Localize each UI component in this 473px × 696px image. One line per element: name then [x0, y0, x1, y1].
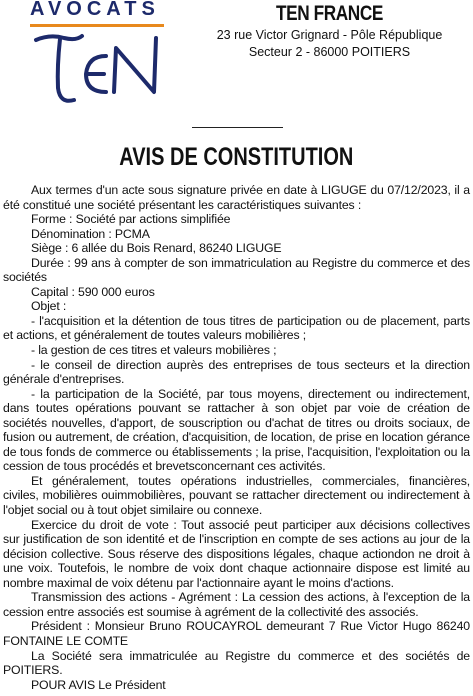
firm-address-line1: 23 rue Victor Grignard - Pôle République: [216, 28, 443, 42]
paragraph-intro: Aux termes d'un acte sous signature privée en date à LIGUGE du 07/12/2023, il a été constitué une société présentant les caractéristiques suivantes :: [3, 183, 470, 212]
paragraph-capital: Capital : 590 000 euros: [31, 284, 155, 299]
paragraph-objet-item-2: - la gestion de ces titres et valeurs mobilières ;: [31, 343, 277, 358]
firm-name: TEN FRANCE: [276, 2, 383, 25]
paragraph-generalement: Et généralement, toutes opérations industrielles, commerciales, financières, civiles, mobilières ouimmobilières, pouvant se rattacher directement ou indirectement à l'objet social ou à tout objet similaire ou connexe.: [3, 473, 470, 518]
paragraph-objet: Objet :: [31, 299, 67, 314]
notice-title: [0, 143, 473, 172]
paragraph-forme: Forme : Société par actions simplifiée: [31, 212, 231, 227]
avocats-ten-logo: [30, 0, 170, 112]
paragraph-droit-de-vote: Exercice du droit de vote : Tout associé peut participer aux décisions collectives sur justification de son identité et de l'inscription en compte de ses actions au jour de la décision collective. Sous réserve des dispositions légales, chaque actiondon ne droit à une voix. Toutefois, le nombre de voix dont chaque actionnaire dispose est limité au nombre maximal de voix détenu par l'actionnaire ayant le moins d'actions.: [3, 517, 470, 590]
paragraph-president: Président : Monsieur Bruno ROUCAYROL demeurant 7 Rue Victor Hugo 86240 FONTAINE LE COMTE: [3, 619, 470, 648]
paragraph-denomination: Dénomination : PCMA: [31, 226, 150, 241]
paragraph-objet-item-3: - le conseil de direction auprès des entreprises de tous secteurs et la direction générale d'entreprises.: [3, 357, 470, 387]
paragraph-immatriculation: La Société sera immatriculée au Registre du commerce et des sociétés de POITIERS.: [3, 648, 470, 678]
ten-monogram-icon: [30, 26, 170, 112]
paragraph-objet-item-4: - la participation de la Société, par tous moyens, directement ou indirectement, dans toutes opérations pouvant se rattacher à son objet par voie de création de sociétés nouvelles, d'apport, de souscription ou d'achat de titres ou droits sociaux, de fusion ou autrement, de création, d'acquisition, de location, de prise en location gérance de tous fonds de commerce ou établissements ; la prise, l'acquisition, l'exploitation ou la cession de tous procédés et brevetsconcernant ces activités.: [3, 386, 470, 474]
paragraph-duree: Durée : 99 ans à compter de son immatriculation au Registre du commerce et des sociétés: [3, 255, 470, 285]
paragraph-signature: POUR AVIS Le Président: [31, 677, 166, 692]
notice-body: [3, 183, 470, 692]
logo-top-text: AVOCATS: [30, 0, 160, 20]
firm-block: [188, 2, 471, 60]
notice-title-text: AVIS DE CONSTITUTION: [119, 143, 354, 171]
firm-address-line2: Secteur 2 - 86000 POITIERS: [248, 45, 411, 59]
paragraph-siege: Siège : 6 allée du Bois Renard, 86240 LIGUGE: [31, 241, 282, 256]
header: [0, 0, 473, 115]
paragraph-objet-item-1: - l'acquisition et la détention de tous titres de participation ou de placement, parts et actions, et généralement de toutes valeurs mobilières ;: [3, 313, 470, 343]
paragraph-transmission: Transmission des actions - Agrément : La cession des actions, à l'exception de la cession entre associés est soumise à agrément de la collectivité des associés.: [3, 590, 470, 619]
separator-rule: [192, 127, 283, 128]
